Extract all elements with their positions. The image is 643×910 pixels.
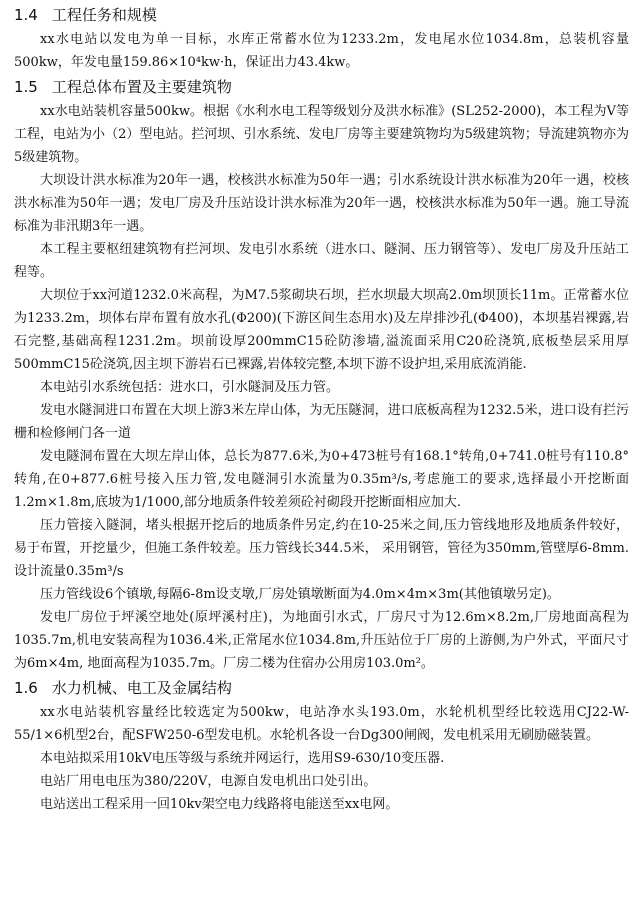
paragraph: xx水电站装机容量500kw。根据《水利水电工程等级划分及洪水标准》(SL252-2000)，本工程为V等工程，电站为小（2）型电站。拦河坝、引水系统、发电厂房等主要建筑物均为5级建筑物；导流建筑物亦为5级建筑物。 <box>14 104 629 165</box>
section-heading-1-6 <box>14 677 629 699</box>
section-number: 1.6 <box>14 679 38 697</box>
paragraph: 电站送出工程采用一回10kv架空电力线路将电能送至xx电网。 <box>40 797 399 812</box>
paragraph: 电站厂用电电压为380/220V，电源自发电机出口处引出。 <box>40 774 377 789</box>
section-heading-1-4 <box>14 4 629 26</box>
paragraph: 压力管接入隧洞，堵头根据开挖后的地质条件另定,约在10-25米之间,压力管线地形及地质条件较好，易于布置，开挖量少，但施工条件较差。压力管线长344.5米， 采用钢管，管径为350mm,管壁厚6-8mm.设计流量0.35m³/s <box>14 518 629 579</box>
section-number: 1.4 <box>14 6 38 24</box>
paragraph: 本工程主要枢纽建筑物有拦河坝、发电引水系统（进水口、隧洞、压力钢管等）、发电厂房及升压站工程等。 <box>14 242 629 280</box>
section-title: 水力机械、电工及金属结构 <box>51 679 232 697</box>
section-title: 工程总体布置及主要建筑物 <box>51 78 232 96</box>
paragraph: 发电隧洞布置在大坝左岸山体，总长为877.6米,为0+473桩号有168.1°转角,0+741.0桩号有110.8°转角,在0+877.6桩号接入压力管,发电隧洞引水流量为0.35m³/s,考虑施工的要求,选择最小开挖断面1.2m×1.8m,底坡为1/1000,部分地质条件较差须砼衬砌段开挖断面相应加大. <box>14 449 629 510</box>
paragraph: 大坝设计洪水标准为20年一遇，校核洪水标准为50年一遇；引水系统设计洪水标准为20年一遇，校核洪水标准为50年一遇；发电厂房及升压站设计洪水标准为20年一遇，校核洪水标准为50年一遇。施工导流标准为非汛期3年一遇。 <box>14 173 629 234</box>
paragraph: 大坝位于xx河道1232.0米高程，为M7.5浆砌块石坝，拦水坝最大坝高2.0m坝顶长11m。正常蓄水位为1233.2m，坝体右岸布置有放水孔(Φ200)(下游区间生态用水)及左岸排沙孔(Φ400)，本坝基岩裸露,岩石完整,基础高程1231.2m。坝前设厚200mmC15砼防渗墙,溢流面采用C20砼浇筑,底板垫层采用厚500mmC15砼浇筑,因主坝下游岩石已裸露,岩体较完整,本坝下游不设护坦,采用底流消能. <box>14 288 629 372</box>
paragraph: 本电站拟采用10kV电压等级与系统并网运行，选用S9-630/10变压器. <box>40 751 445 766</box>
paragraph: 发电水隧洞进口布置在大坝上游3米左岸山体，为无压隧洞，进口底板高程为1232.5米，进口设有拦污栅和检修闸门各一道 <box>14 403 629 441</box>
paragraph: 本电站引水系统包括：进水口，引水隧洞及压力管。 <box>40 380 340 395</box>
section-heading-1-5 <box>14 76 629 98</box>
section-number: 1.5 <box>14 78 38 96</box>
paragraph: xx水电站装机容量经比较选定为500kw，电站净水头193.0m，水轮机机型经比较选用CJ22-W-55/1×6机型2台，配SFW250-6型发电机。水轮机各设一台Dg300闸阀，发电机采用无刷励磁装置。 <box>14 705 629 743</box>
section-title: 工程任务和规模 <box>51 6 157 24</box>
paragraph: xx水电站以发电为单一目标，水库正常蓄水位为1233.2m，发电尾水位1034.8m，总装机容量500kw，年发电量159.86×10⁴kw·h，保证出力43.4kw。 <box>14 32 629 70</box>
paragraph: 发电厂房位于坪溪空地处(原坪溪村庄)，为地面引水式，厂房尺寸为12.6m×8.2m,厂房地面高程为1035.7m,机电安装高程为1036.4米,正常尾水位1034.8m,升压站位于厂房的上游侧,为户外式，平面尺寸为6m×4m, 地面高程为1035.7m。厂房二楼为住宿办公用房103.0m²。 <box>14 610 629 671</box>
paragraph: 压力管线设6个镇墩,每隔6-8m设支墩,厂房处镇墩断面为4.0m×4m×3m(其他镇墩另定)。 <box>40 587 560 602</box>
